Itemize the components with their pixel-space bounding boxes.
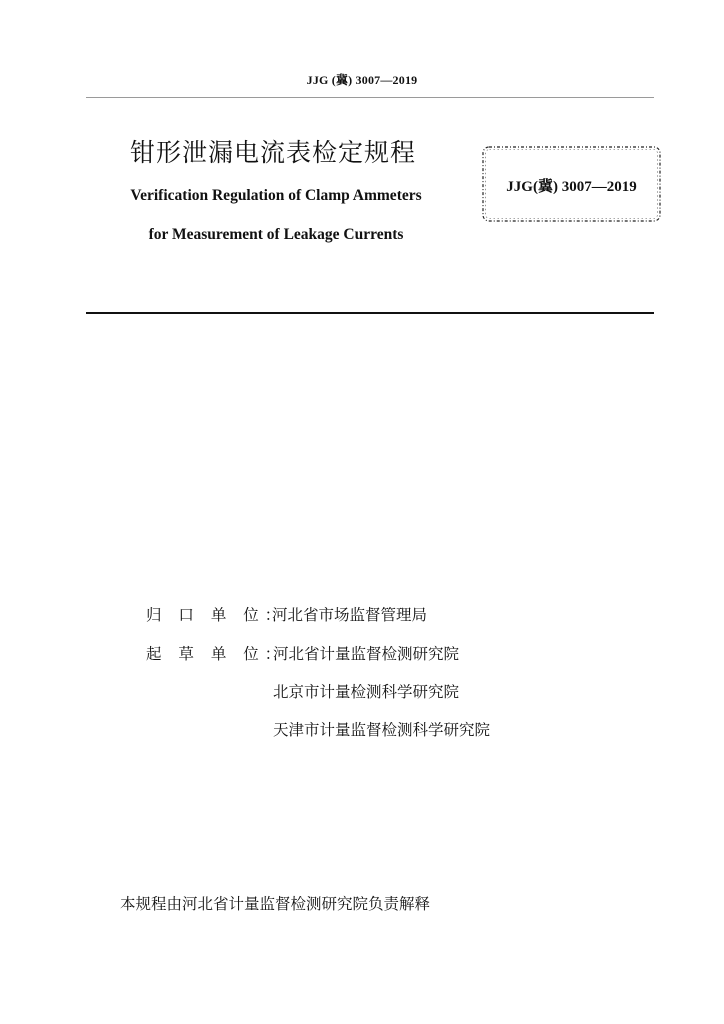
- document-title-english-line2: for Measurement of Leakage Currents: [148, 226, 404, 243]
- drafting-unit-row: [0, 680, 724, 704]
- header-divider: [86, 97, 654, 98]
- drafting-unit-value: 天津市计量监督检测科学研究院: [273, 721, 491, 739]
- responsible-unit-row: [0, 603, 724, 627]
- standard-code-boxed: JJG(冀) 3007—2019: [506, 179, 637, 195]
- drafting-unit-row: [0, 642, 724, 666]
- drafting-unit-label: 起 草 单 位：: [146, 645, 287, 663]
- document-title-english-line1: Verification Regulation of Clamp Ammeters: [130, 187, 422, 204]
- standard-code-frame: [481, 145, 662, 223]
- drafting-unit-value: 北京市计量检测科学研究院: [273, 683, 460, 701]
- document-title-chinese: 钳形泄漏电流表检定规程: [130, 138, 417, 167]
- drafting-unit-value: 河北省计量监督检测研究院: [273, 645, 460, 663]
- header-standard-code: JJG (冀) 3007—2019: [306, 73, 418, 87]
- interpretation-note: 本规程由河北省计量监督检测研究院负责解释: [120, 895, 431, 913]
- drafting-unit-row: [0, 718, 724, 742]
- responsible-unit-value: 河北省市场监督管理局: [272, 606, 428, 624]
- title-divider: [86, 312, 654, 314]
- responsible-unit-label: 归 口 单 位：: [146, 606, 287, 624]
